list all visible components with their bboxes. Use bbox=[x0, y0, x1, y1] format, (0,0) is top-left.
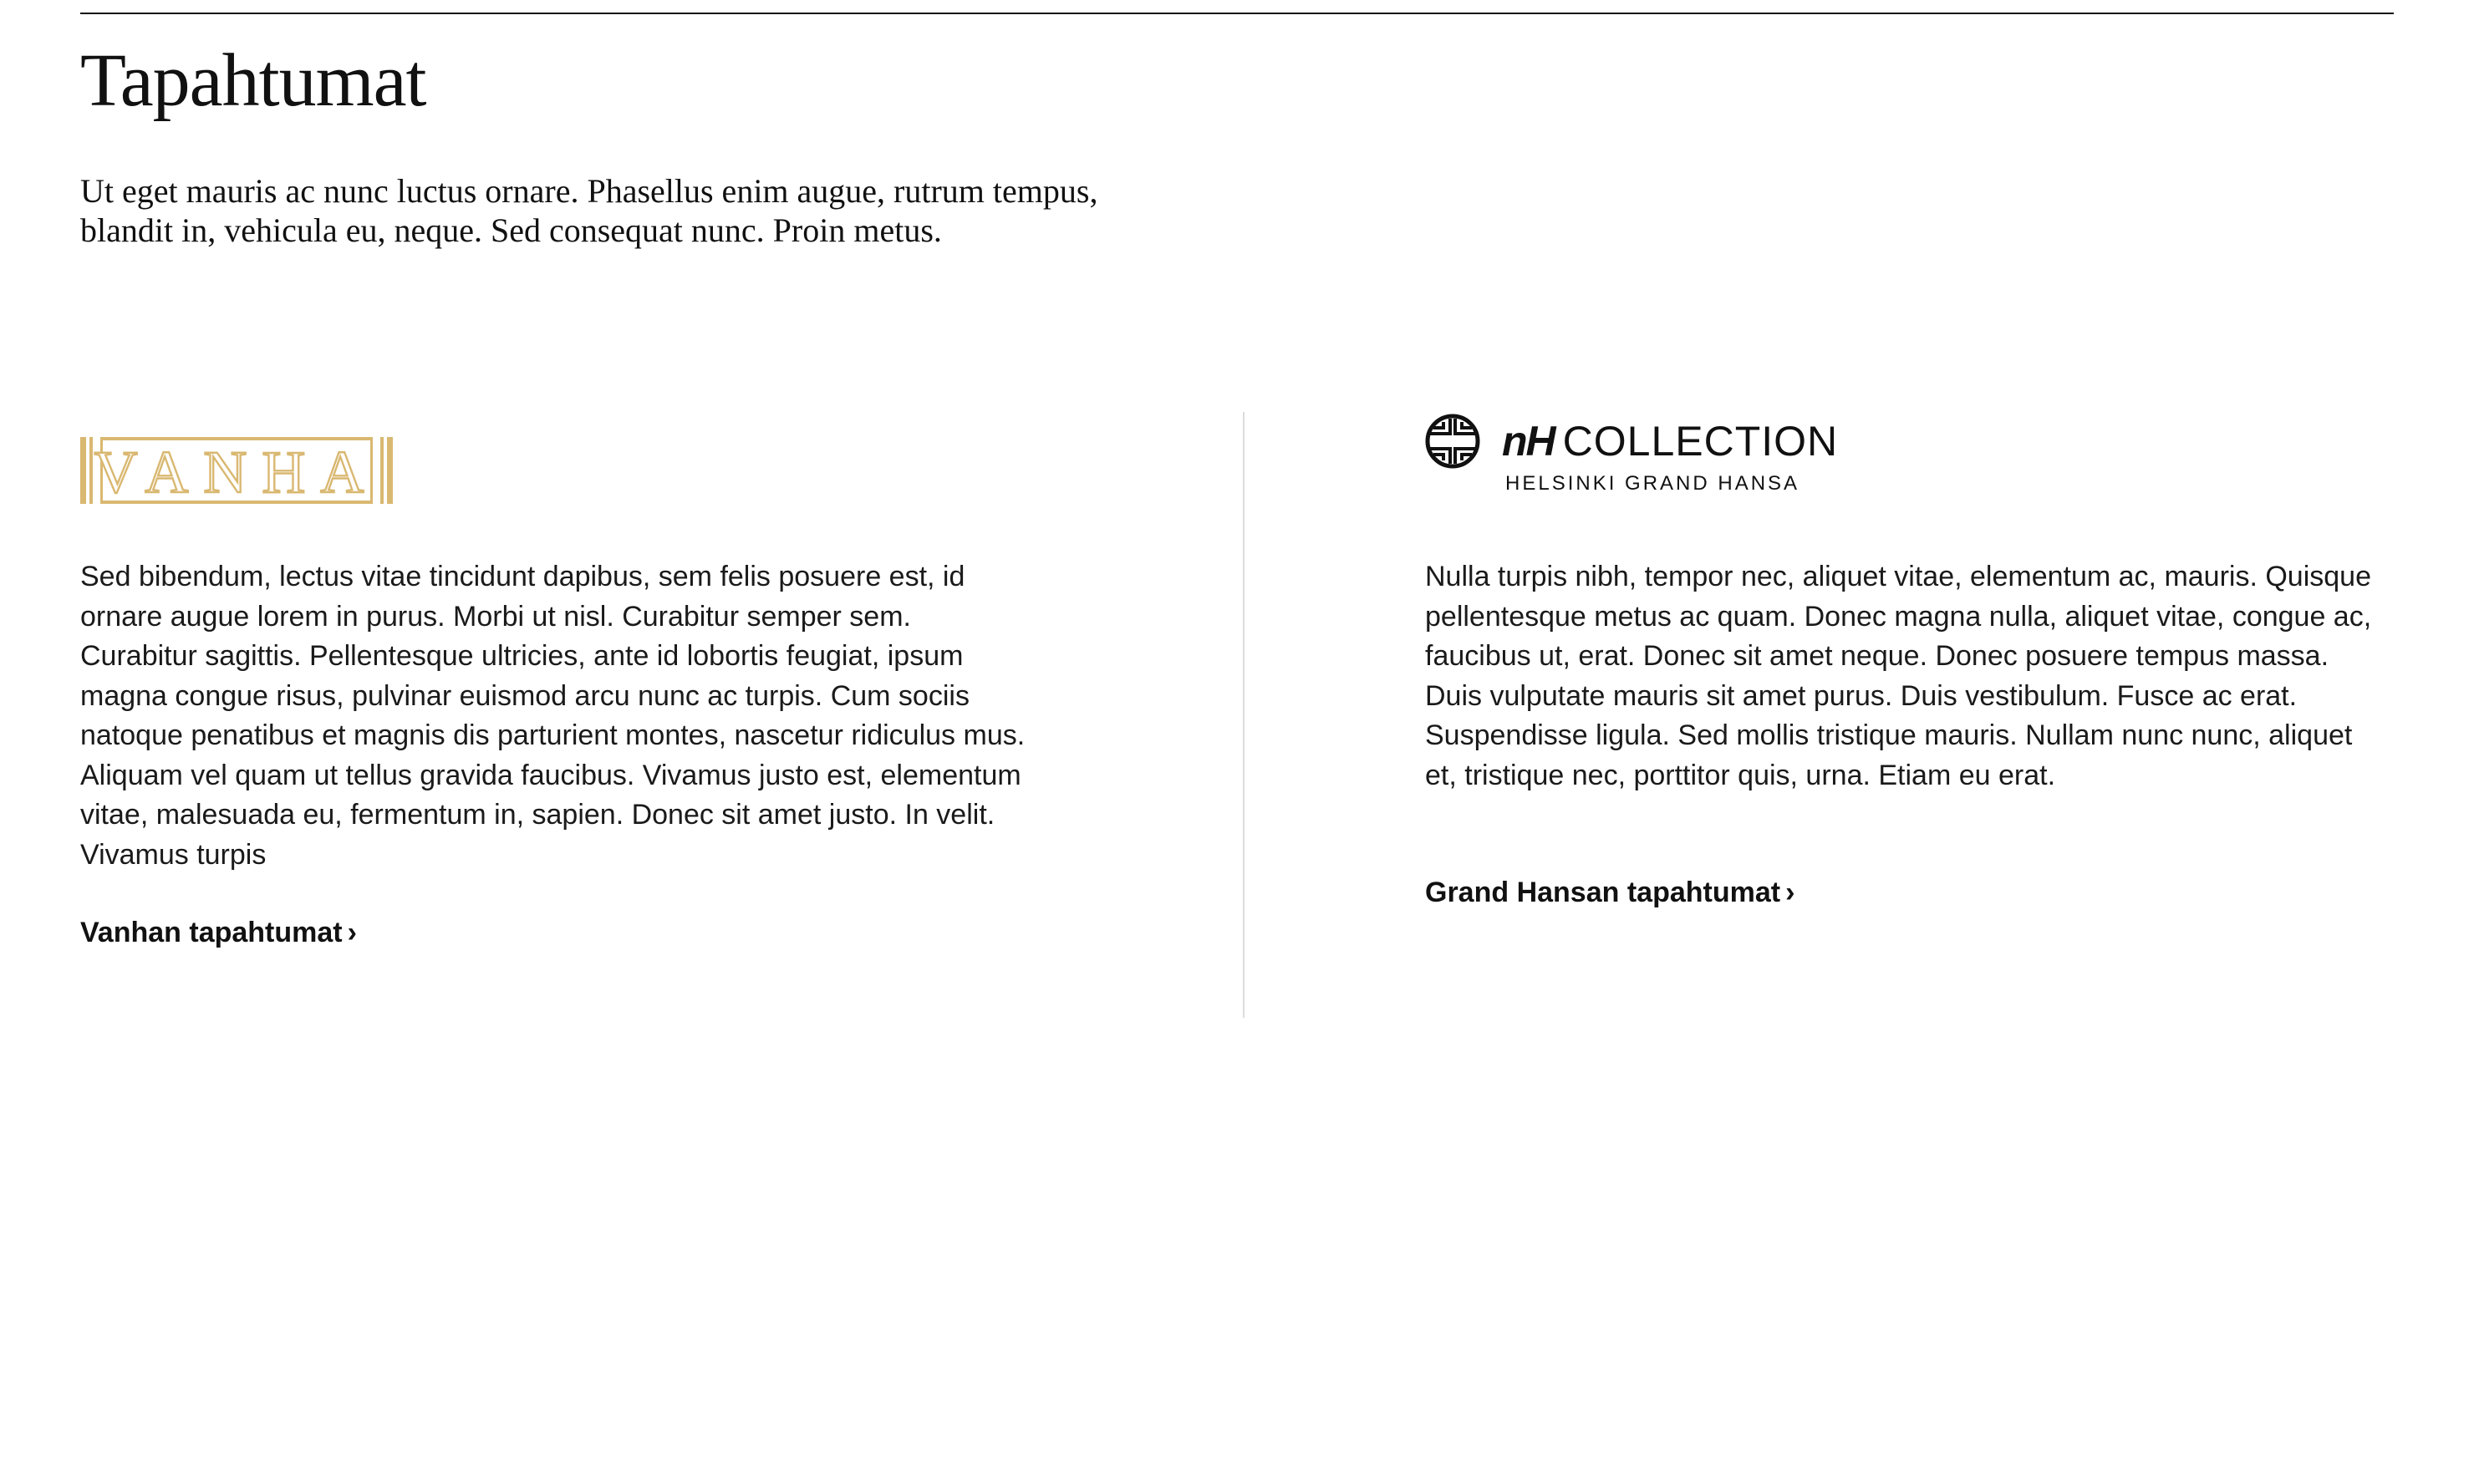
nh-collection-logo bbox=[1425, 409, 1860, 501]
vanha-description: Sed bibendum, lectus vitae tincidunt dapibus, sem felis posuere est, id ornare augue lorem in purus. Morbi ut nisl. Curabitur semper sem. Curabitur sagittis. Pellentesque ultricies, ante id lobortis feugiat, ipsum magna congue risus, pulvinar euismod arcu nunc ac turpis. Cum sociis natoque penatibus et magnis dis parturient montes, nascetur ridiculus mus. Aliquam vel quam ut tellus gravida faucibus. Vivamus justo est, elementum vitae, malesuada eu, fermentum in, sapien. Donec sit amet justo. In velit. Vivamus turpis bbox=[80, 561, 1026, 871]
nh-brand-subtitle: HELSINKI GRAND HANSA bbox=[1505, 472, 1800, 495]
column-divider bbox=[1243, 412, 1245, 1018]
page-title: Tapahtumat bbox=[80, 39, 426, 122]
grand-hansa-events-link[interactable] bbox=[1425, 874, 1794, 911]
grand-hansa-events-link-label: Grand Hansan tapahtumat bbox=[1425, 877, 1781, 908]
vanha-logo-text: VANHA bbox=[94, 439, 379, 504]
vanha-events-link-label: Vanhan tapahtumat bbox=[80, 917, 343, 948]
nh-emblem-icon bbox=[1425, 414, 1480, 469]
top-divider bbox=[80, 13, 2394, 14]
nh-brand-mark: nH bbox=[1502, 418, 1555, 465]
vanha-logo bbox=[80, 437, 393, 504]
page-intro: Ut eget mauris ac nunc luctus ornare. Phasellus enim augue, rutrum tempus, blandit in, vehicula eu, neque. Sed consequat nunc. Proin metus. bbox=[80, 172, 1098, 249]
vanha-events-link[interactable] bbox=[80, 914, 357, 951]
chevron-right-icon: › bbox=[1785, 877, 1795, 908]
chevron-right-icon: › bbox=[347, 917, 357, 948]
nh-description: Nulla turpis nibh, tempor nec, aliquet vitae, elementum ac, mauris. Quisque pellentesque metus ac quam. Donec magna nulla, aliquet vitae, congue ac, faucibus ut, erat. Donec sit amet neque. Donec posuere tempus massa. Duis vulputate mauris sit amet purus. Duis vestibulum. Fusce ac erat. Suspendisse ligula. Sed mollis tristique mauris. Nullam nunc nunc, aliquet et, tristique nec, porttitor quis, urna. Etiam eu erat. bbox=[1425, 561, 2372, 791]
nh-brand-word: COLLECTION bbox=[1562, 418, 1839, 465]
nh-brand-name bbox=[1502, 418, 1838, 465]
